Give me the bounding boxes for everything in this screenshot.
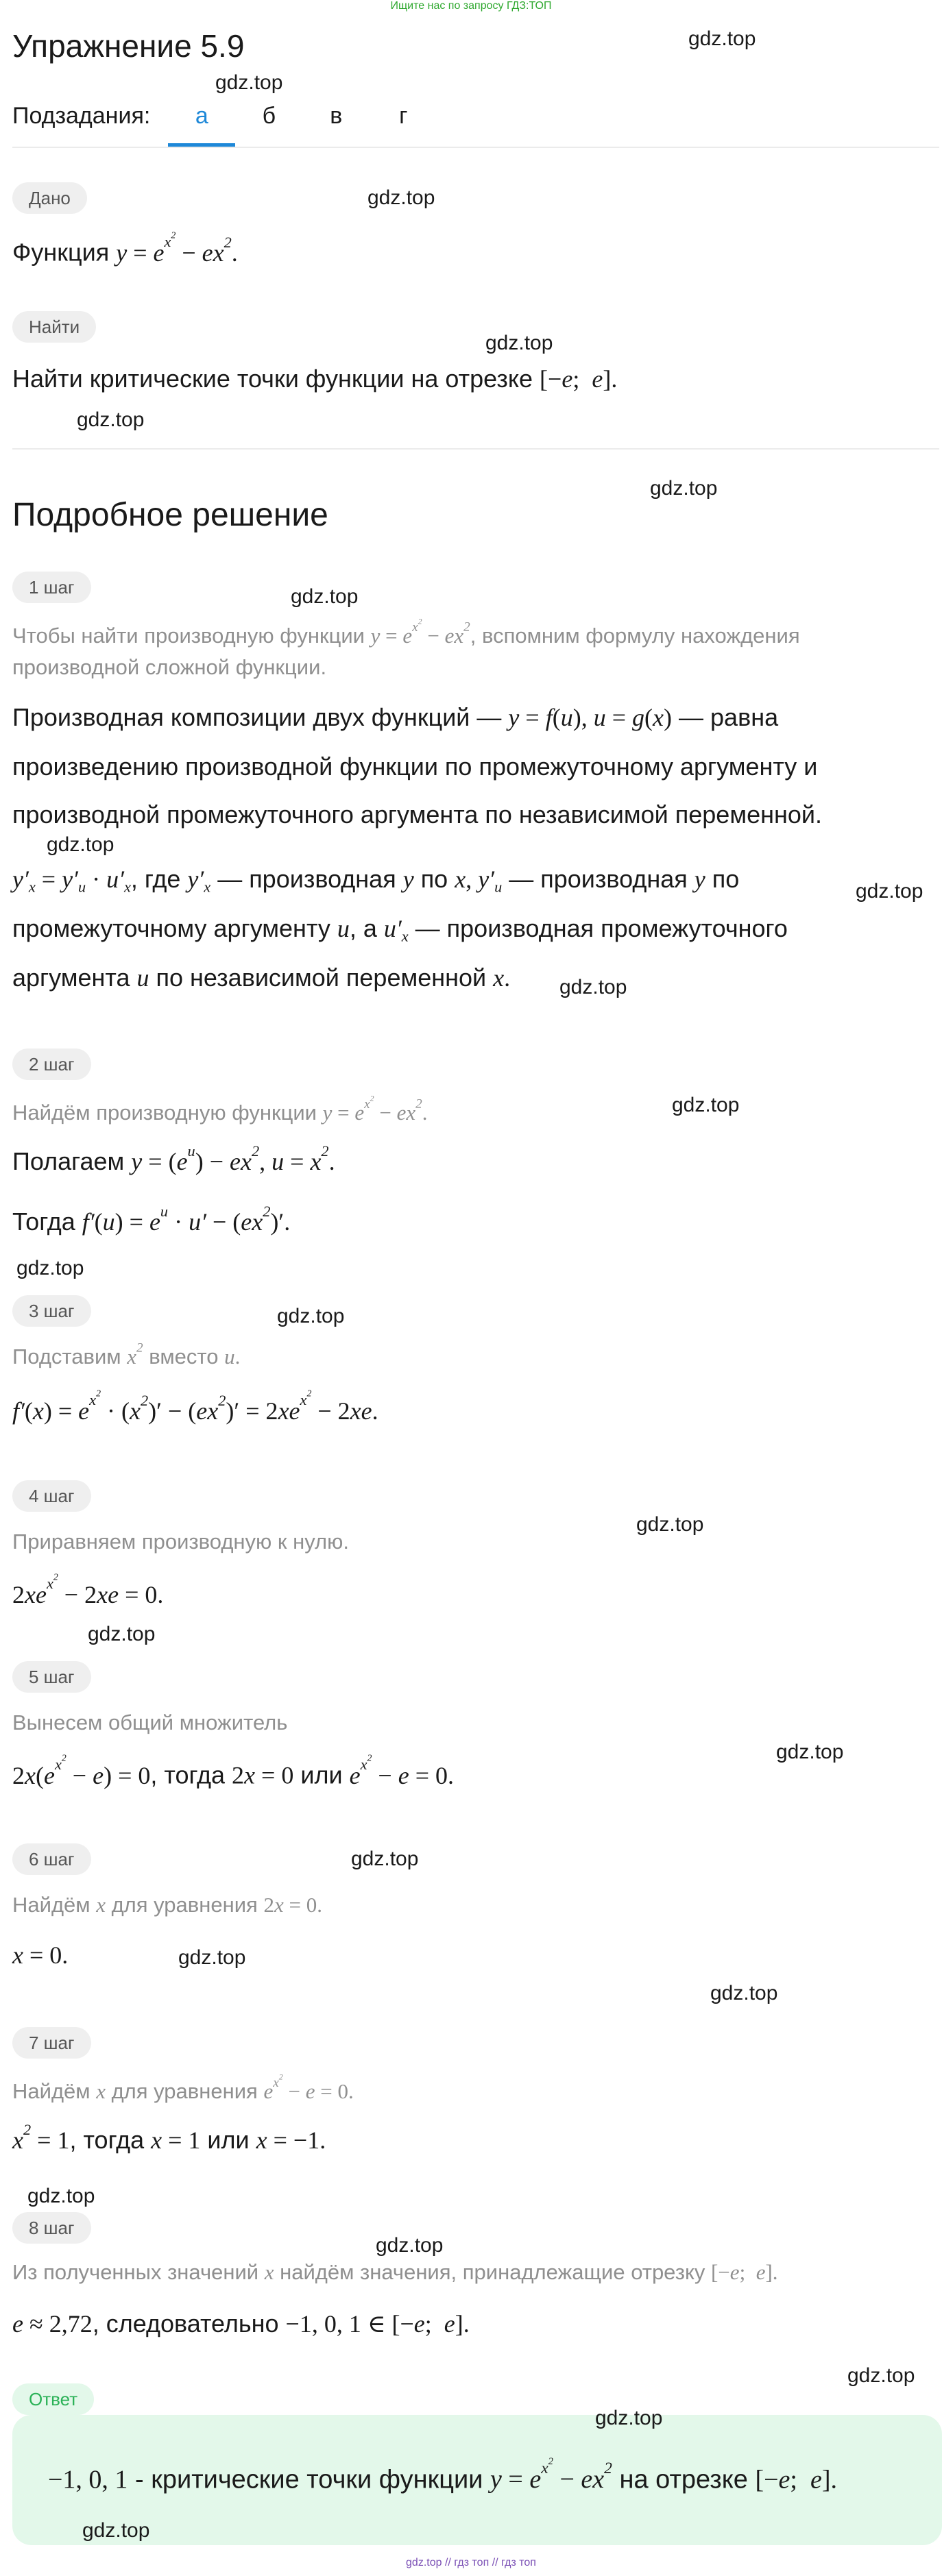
step-3-hint: Подставим $x^2$ вместо u. [12, 1340, 241, 1369]
given-badge: Дано [12, 182, 87, 214]
watermark: gdz.top [367, 186, 435, 209]
step-1-text-5: аргумента u по независимой переменной x. [12, 964, 511, 992]
step-2-text-2: Тогда $f'(u) = e^u \cdot u' - (ex^2)'$. [12, 1202, 291, 1236]
tab-b[interactable]: б [262, 103, 276, 129]
tab-a[interactable]: а [168, 103, 235, 147]
step-6-hint: Найдём x для уравнения 2x = 0. [12, 1893, 322, 1917]
top-banner[interactable]: Ищите нас по запросу ГДЗ:ТОП [390, 0, 552, 12]
watermark: gdz.top [82, 2519, 150, 2542]
step-2-badge: 2 шаг [12, 1048, 91, 1080]
step-7-badge: 7 шаг [12, 2027, 91, 2059]
step-2-text: Полагаем $y = (e^u) - ex^2$, $u = x^2$. [12, 1142, 335, 1175]
step-1-hint: Чтобы найти производную функции $y = e^{x^2} - ex^2$, вспомним формулу нахождения [12, 616, 800, 648]
answer-text: −1, 0, 1 - критические точки функции $y = e^{x^2} - ex^2$ на отрезке [−e; e]. [48, 2456, 838, 2494]
given-text: Функция $y = e^{x^2} - ex^2$. [12, 230, 238, 267]
find-badge: Найти [12, 311, 96, 343]
watermark: gdz.top [672, 1094, 740, 1116]
step-7-formula: $x^2 = 1$, тогда x = 1 или x = −1. [12, 2120, 326, 2154]
watermark: gdz.top [710, 1982, 778, 2004]
step-5-badge: 5 шаг [12, 1661, 91, 1693]
tab-v[interactable]: в [330, 103, 343, 129]
step-1-hint-2: производной сложной функции. [12, 655, 327, 679]
step-1-formula: $y'_x = y'_u \cdot u'_x$, где $y'_x$ — производная y по x, $y'_u$ — производная y по [12, 865, 740, 896]
watermark: gdz.top [650, 477, 718, 500]
watermark: gdz.top [277, 1305, 345, 1327]
step-8-hint: Из полученных значений x найдём значения, принадлежащие отрезку [−e; e]. [12, 2260, 778, 2284]
watermark: gdz.top [178, 1946, 246, 1969]
watermark: gdz.top [776, 1741, 844, 1763]
step-4-badge: 4 шаг [12, 1480, 91, 1512]
page-title: Упражнение 5.9 [12, 28, 245, 64]
watermark: gdz.top [47, 833, 114, 856]
find-text: Найти критические точки функции на отрезке [−e; e]. [12, 365, 618, 393]
step-6-formula: x = 0. [12, 1941, 69, 1969]
step-1-text-2: произведению производной функции по промежуточному аргументу и [12, 752, 818, 781]
watermark: gdz.top [291, 585, 359, 608]
watermark: gdz.top [16, 1257, 84, 1279]
footer-links[interactable]: gdz.top // гдз топ // гдз топ [406, 2557, 536, 2568]
watermark: gdz.top [27, 2185, 95, 2207]
step-5-formula: $2x(e^{x^2} - e) = 0$, тогда 2x = 0 или $e^{x^2} - e = 0$. [12, 1753, 454, 1789]
watermark: gdz.top [77, 408, 145, 431]
watermark: gdz.top [595, 2407, 663, 2429]
step-4-formula: $2xe^{x^2} - 2xe = 0$. [12, 1572, 164, 1608]
watermark: gdz.top [847, 2364, 915, 2387]
watermark: gdz.top [688, 27, 756, 50]
subtasks-label: Подзадания: [12, 103, 151, 129]
step-3-badge: 3 шаг [12, 1295, 91, 1327]
subtasks-nav [12, 103, 437, 147]
step-8-badge: 8 шаг [12, 2212, 91, 2244]
watermark: gdz.top [856, 880, 923, 903]
tab-g[interactable]: г [399, 103, 408, 129]
answer-badge: Ответ [12, 2383, 94, 2415]
step-1-badge: 1 шаг [12, 572, 91, 603]
solution-title: Подробное решение [12, 497, 328, 533]
step-1-text-3: производной промежуточного аргумента по независимой переменной. [12, 800, 822, 829]
watermark: gdz.top [376, 2234, 444, 2257]
watermark: gdz.top [215, 71, 283, 94]
watermark: gdz.top [88, 1623, 156, 1645]
step-6-badge: 6 шаг [12, 1843, 91, 1875]
watermark: gdz.top [636, 1513, 704, 1536]
divider [12, 147, 939, 148]
step-3-formula: $f'(x) = e^{x^2} \cdot (x^2)' - (ex^2)' = 2xe^{x^2} - 2xe$. [12, 1388, 378, 1425]
watermark: gdz.top [351, 1848, 419, 1870]
step-5-hint: Вынесем общий множитель [12, 1710, 288, 1734]
step-1-text: Производная композиции двух функций — y = f(u), u = g(x) — равна [12, 703, 779, 731]
step-2-hint: Найдём производную функции $y = e^{x^2} - ex^2$. [12, 1093, 428, 1125]
step-8-formula: e ≈ 2,72, следовательно −1, 0, 1 ∈ [−e; e]. [12, 2309, 470, 2338]
step-1-text-4: промежуточному аргументу u, а $u'_x$ — производная промежуточного [12, 914, 788, 945]
divider [12, 448, 939, 450]
watermark: gdz.top [559, 976, 627, 998]
step-7-hint: Найдём x для уравнения $e^{x^2} - e = 0$. [12, 2072, 354, 2104]
step-4-hint: Приравняем производную к нулю. [12, 1530, 349, 1554]
watermark: gdz.top [485, 332, 553, 354]
